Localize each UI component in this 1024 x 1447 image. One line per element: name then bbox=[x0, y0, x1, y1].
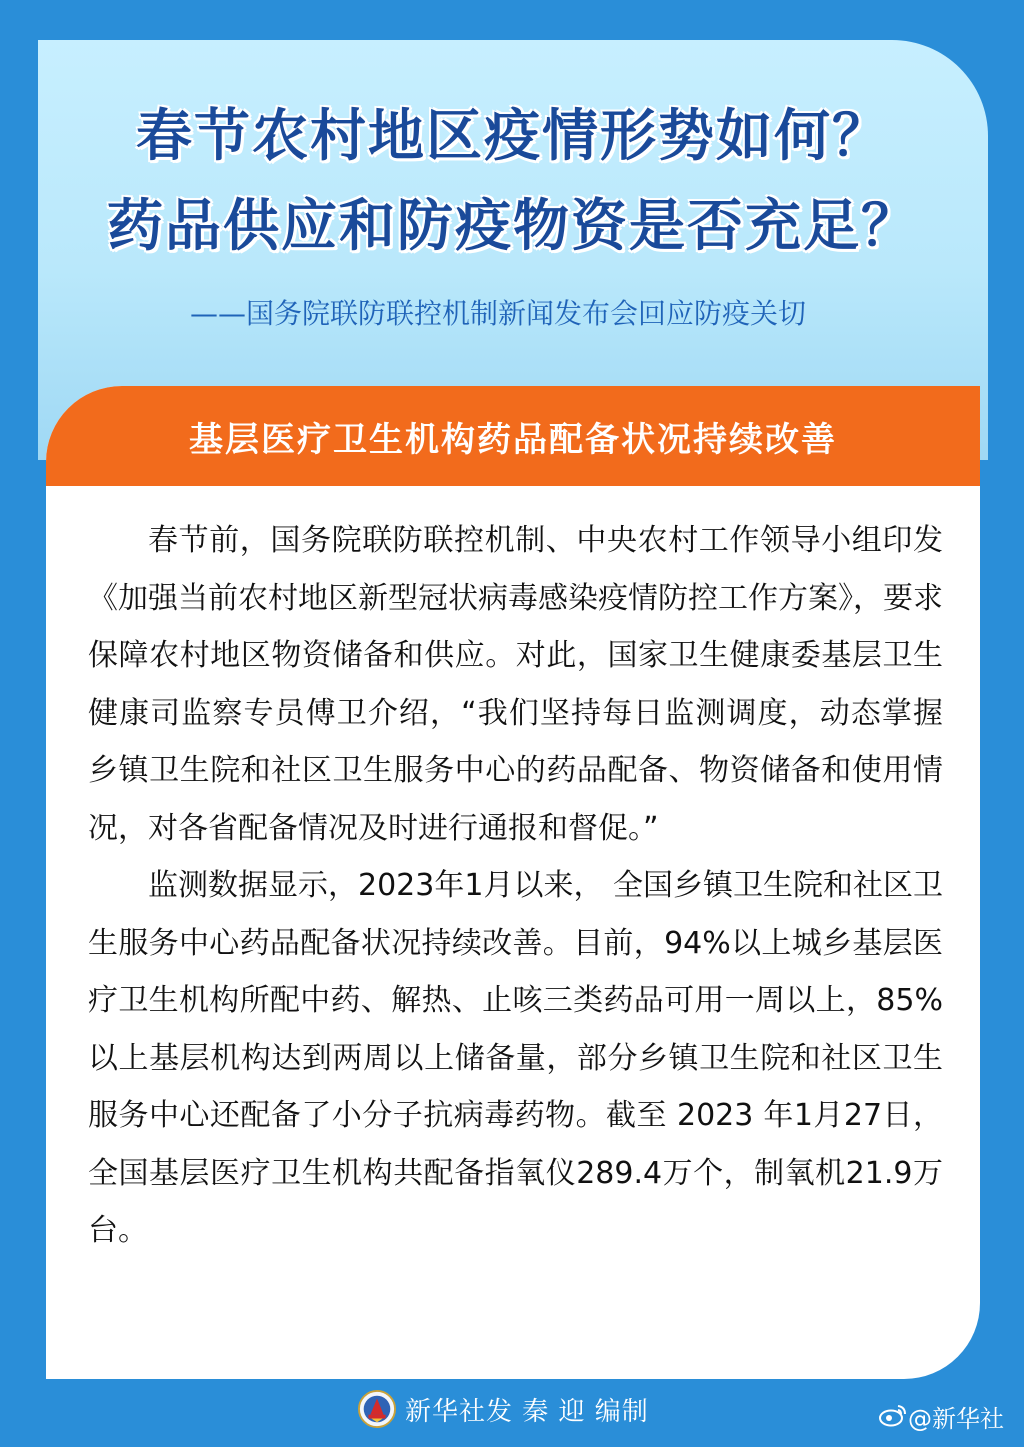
weibo-icon bbox=[878, 1403, 908, 1427]
paragraph-1: 春节前，国务院联防联控机制、中央农村工作领导小组印发《加强当前农村地区新型冠状病毒感染疫情防控工作方案》，要求保障农村地区物资储备和供应。对此，国家卫生健康委基层卫生健康司监察专员傅卫介绍，“我们坚持每日监测调度，动态掌握乡镇卫生院和社区卫生服务中心的药品配备、物资储备和使用情况，对各省配备情况及时进行通报和督促。” bbox=[88, 523, 943, 846]
weibo-handle: @新华社 bbox=[908, 1405, 1004, 1433]
credit-text: 新华社发 秦 迎 编制 bbox=[405, 1397, 649, 1427]
article-body bbox=[88, 512, 943, 1260]
content-card bbox=[46, 386, 980, 1379]
xinhua-emblem-icon bbox=[358, 1390, 396, 1428]
footer bbox=[0, 1385, 1024, 1435]
subtitle: ——国务院联防联控机制新闻发布会回应防疫关切 bbox=[190, 297, 807, 330]
title-line-2: 药品供应和防疫物资是否充足？ bbox=[107, 194, 919, 259]
section-title: 基层医疗卫生机构药品配备状况持续改善 bbox=[189, 419, 837, 460]
title-line-1: 春节农村地区疫情形势如何？ bbox=[136, 104, 890, 169]
paragraph-2: 监测数据显示，2023年1月以来， 全国乡镇卫生院和社区卫生服务中心药品配备状况持续改善。目前，94%以上城乡基层医疗卫生机构所配中药、解热、止咳三类药品可用一周以上，85%以上基层机构达到两周以上储备量，部分乡镇卫生院和社区卫生服务中心还配备了小分子抗病毒药物。截至 2023 年1月27日， 全国基层医疗卫生机构共配备指氧仪289.4万个，制氧机21.9万台。 bbox=[88, 868, 943, 1248]
section-banner bbox=[46, 386, 980, 486]
